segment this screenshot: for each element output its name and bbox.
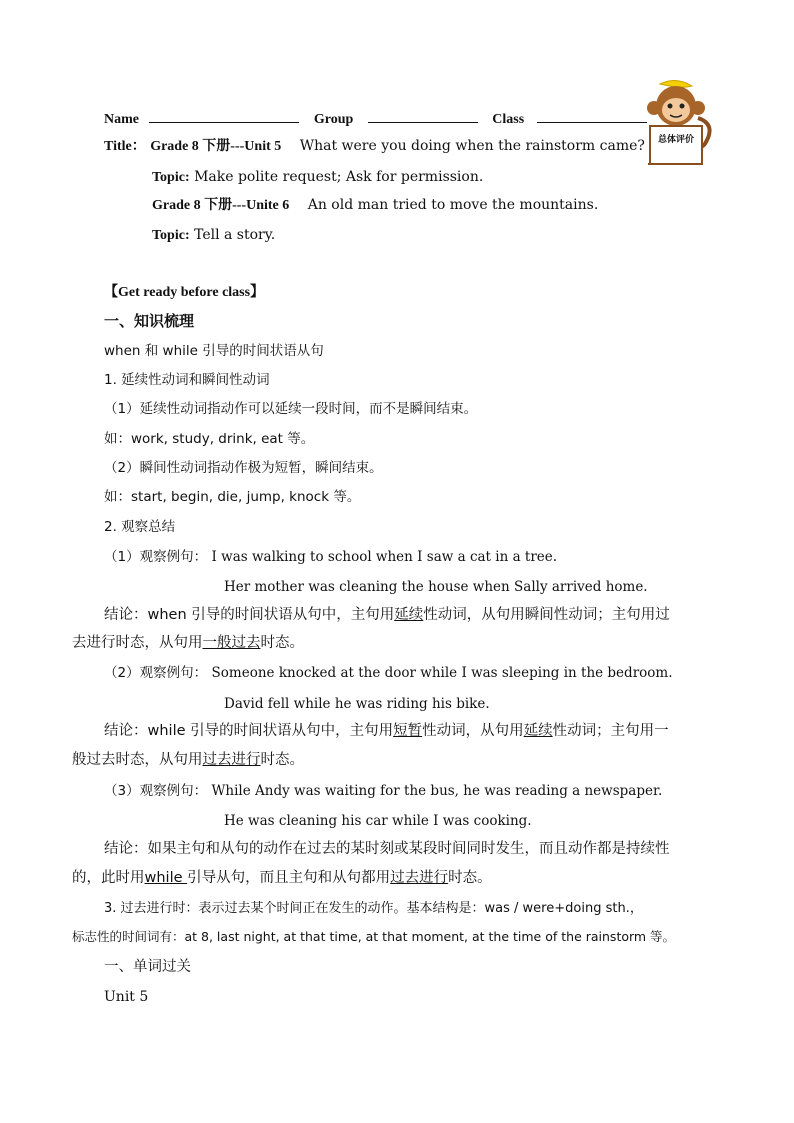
conclusion-text: 时态。 (448, 870, 492, 886)
example-3-sentence-a: While Andy was waiting for the bus, he was reading a newspaper. (211, 783, 663, 799)
point-1b: （2）瞬间性动词指动作极为短暂，瞬间结束。 (104, 460, 383, 476)
topic-label: Topic: (152, 228, 190, 243)
conclusion-text: 时态。 (260, 752, 304, 768)
name-field[interactable] (149, 108, 299, 123)
answer-blank: 过去进行 (390, 870, 449, 886)
example-3-line-a (104, 782, 662, 800)
example-1-line-a (104, 548, 557, 566)
answer-blank: 一般过去 (202, 635, 261, 651)
example-1-sentence-b: Her mother was cleaning the house when Sally arrived home. (224, 579, 648, 595)
intro-line: when 和 while 引导的时间状语从句 (104, 343, 324, 359)
unit6-label: Grade 8 下册---Unite 6 (152, 198, 290, 213)
section-heading: 【Get ready before class】 (104, 285, 265, 300)
subsection-vocabulary: 一、单词过关 (104, 959, 191, 975)
example-3-sentence-b: He was cleaning his car while I was cooking. (224, 813, 532, 829)
conclusion-text: 性动词，从句用瞬间性动词；主句用过 (423, 607, 670, 623)
header-row (104, 108, 647, 129)
group-field[interactable] (368, 108, 478, 123)
point-1a: （1）延续性动词指动作可以延续一段时间，而不是瞬间结束。 (104, 401, 478, 417)
conclusion-text: 结论：while 引导的时间状语从句中，主句用 (104, 723, 394, 739)
point-3-line-1: 3. 过去进行时：表示过去某个时间正在发生的动作。基本结构是：was / were+doing sth.， (104, 901, 643, 916)
class-field[interactable] (537, 108, 647, 123)
answer-blank: while (144, 870, 188, 886)
answer-blank: 延续 (523, 723, 553, 739)
example-2-line-a (104, 664, 673, 682)
group-label: Group (313, 112, 354, 127)
conclusion-text: 去进行时态，从句用 (72, 635, 203, 651)
unit5-title: What were you doing when the rainstorm came? (299, 138, 645, 154)
conclusion-text: 性动词，从句用 (422, 723, 524, 739)
unit6-title: An old man tried to move the mountains. (307, 197, 599, 213)
answer-blank: 过去进行 (202, 752, 261, 768)
monkey-evaluation-badge (640, 78, 712, 170)
answer-blank: 短暂 (393, 723, 423, 739)
conclusion-text: 的，此时用 (72, 870, 145, 886)
example-3-label: （3）观察例句： (104, 783, 208, 799)
conclusion-3-line-1: 结论：如果主句和从句的动作在过去的某时刻或某段时间同时发生，而且动作都是持续性 (104, 841, 670, 857)
conclusion-text: 引导从句，而且主句和从句都用 (187, 870, 391, 886)
example-2-label: （2）观察例句： (104, 665, 208, 681)
example-1-sentence-a: I was walking to school when I saw a cat in a tree. (211, 549, 558, 565)
unit5-topic: Make polite request; Ask for permission. (194, 169, 484, 185)
subsection-knowledge: 一、知识梳理 (104, 312, 195, 330)
name-label: Name (104, 112, 139, 127)
monkey-icon (640, 78, 712, 170)
conclusion-2-line-2 (72, 751, 304, 769)
unit5-label: Grade 8 下册---Unit 5 (150, 139, 282, 154)
conclusion-2-line-1 (104, 722, 669, 740)
class-label: Class (492, 112, 525, 127)
unit6-topic: Tell a story. (194, 227, 276, 243)
conclusion-1-line-2 (72, 634, 304, 652)
example-2-sentence-b: David fell while he was riding his bike. (224, 696, 490, 712)
point-2: 2. 观察总结 (104, 519, 176, 535)
topic-label: Topic: (152, 170, 190, 185)
unit5-topic-line (152, 168, 483, 187)
example-1-label: （1）观察例句： (104, 549, 208, 565)
point-1b-example: 如：start, begin, die, jump, knock 等。 (104, 489, 361, 505)
answer-blank: 延续 (394, 607, 424, 623)
point-1: 1. 延续性动词和瞬间性动词 (104, 372, 270, 388)
example-2-sentence-a: Someone knocked at the door while I was sleeping in the bedroom. (211, 665, 673, 681)
conclusion-text: 般过去时态，从句用 (72, 752, 203, 768)
title-line (104, 137, 645, 156)
conclusion-text: 时态。 (260, 635, 304, 651)
conclusion-text: 性动词；主句用一 (552, 723, 669, 739)
conclusion-text: 结论：when 引导的时间状语从句中，主句用 (104, 607, 395, 623)
point-1a-example: 如：work, study, drink, eat 等。 (104, 431, 315, 447)
title-label: Title： (104, 139, 146, 154)
unit6-line (152, 196, 598, 215)
unit-5-label: Unit 5 (104, 989, 149, 1005)
conclusion-1-line-1 (104, 606, 670, 624)
point-3-line-2: 标志性的时间词有：at 8, last night, at that time, at that moment, at the time of the rainstorm 等。 (72, 929, 676, 944)
unit6-topic-line (152, 226, 275, 245)
conclusion-3-line-2 (72, 869, 492, 887)
badge-label: 总体评价 (654, 132, 698, 145)
